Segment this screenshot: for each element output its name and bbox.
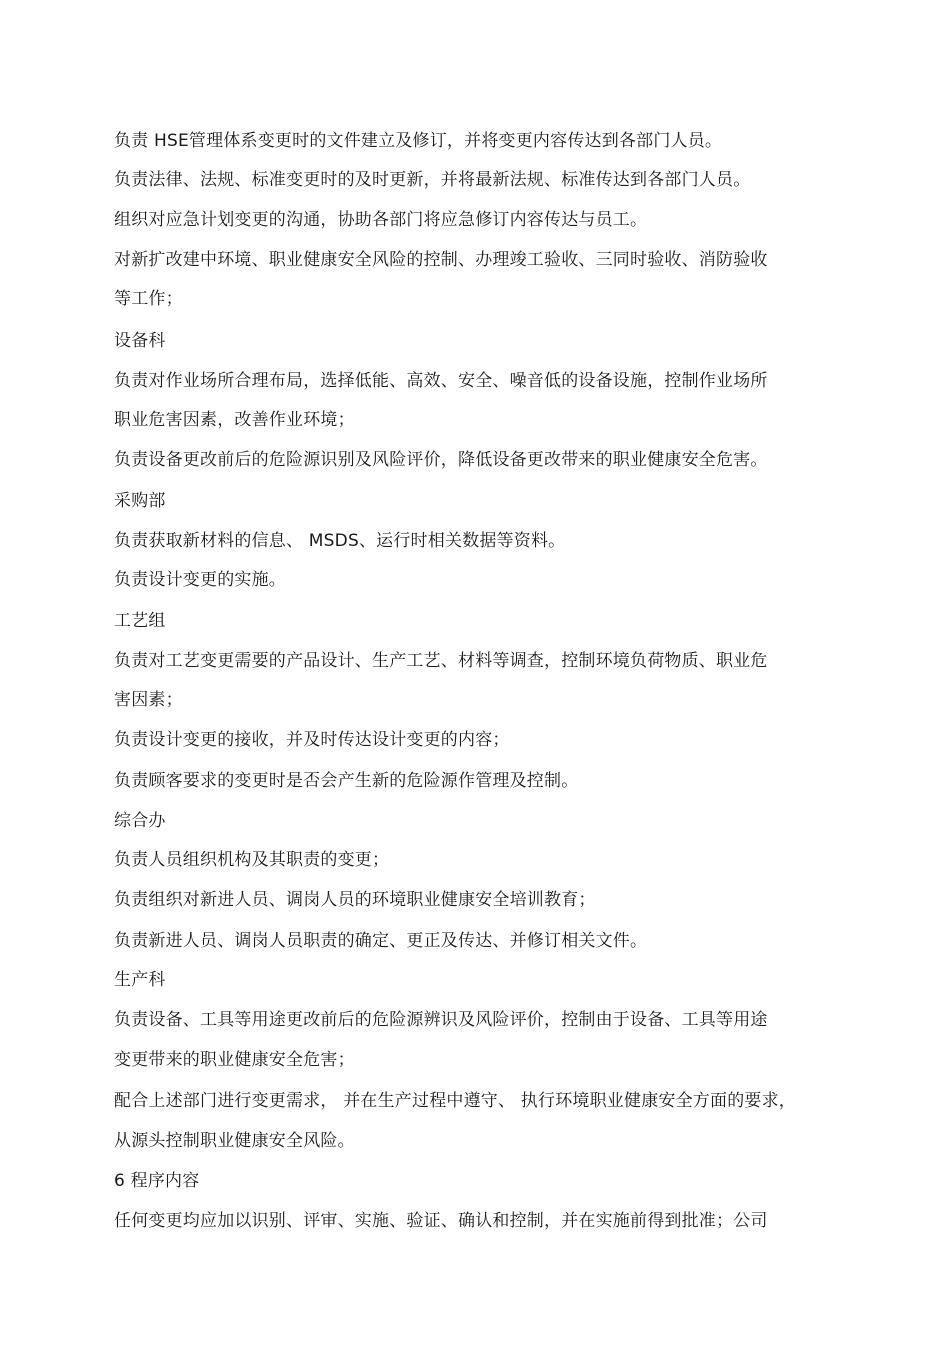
text-line: 任何变更均应加以识别、评审、实施、验证、确认和控制，并在实施前得到批准；公司 [114, 1211, 768, 1231]
text-line: 负责设备、工具等用途更改前后的危险源辨识及风险评价，控制由于设备、工具等用途 [114, 1010, 768, 1030]
text-line: 负责 HSE管理体系变更时的文件建立及修订，并将变更内容传达到各部门人员。 [114, 131, 723, 151]
text-line: 害因素； [114, 690, 183, 710]
section-heading-process: 工艺组 [114, 611, 166, 631]
section-heading-general-office: 综合办 [114, 811, 166, 831]
text-line: 负责设计变更的接收，并及时传达设计变更的内容； [114, 730, 510, 750]
text-line: 负责组织对新进人员、调岗人员的环境职业健康安全培训教育； [114, 890, 596, 910]
text-line: 等工作； [114, 289, 183, 309]
text-line: 负责对作业场所合理布局，选择低能、高效、安全、噪音低的设备设施，控制作业场所 [114, 371, 768, 391]
text-line: 配合上述部门进行变更需求， 并在生产过程中遵守、 执行环境职业健康安全方面的要求， [114, 1091, 797, 1111]
text-line: 负责法律、法规、标准变更时的及时更新，并将最新法规、标准传达到各部门人员。 [114, 170, 751, 190]
text-line: 变更带来的职业健康安全危害； [114, 1050, 355, 1070]
text-line: 负责设计变更的实施。 [114, 570, 286, 590]
section-heading-procedure: 6 程序内容 [114, 1171, 200, 1191]
text-line: 负责对工艺变更需要的产品设计、生产工艺、材料等调查，控制环境负荷物质、职业危 [114, 651, 768, 671]
section-heading-production: 生产科 [114, 970, 166, 990]
text-line: 负责新进人员、调岗人员职责的确定、更正及传达、并修订相关文件。 [114, 931, 648, 951]
text-line: 组织对应急计划变更的沟通，协助各部门将应急修订内容传达与员工。 [114, 210, 648, 230]
text-line: 职业危害因素，改善作业环境； [114, 410, 355, 430]
section-heading-purchasing: 采购部 [114, 491, 166, 511]
text-line: 负责获取新材料的信息、 MSDS、运行时相关数据等资料。 [114, 531, 566, 551]
text-line: 负责人员组织机构及其职责的变更； [114, 850, 390, 870]
text-line: 负责顾客要求的变更时是否会产生新的危险源作管理及控制。 [114, 771, 579, 791]
section-heading-equipment: 设备科 [114, 331, 166, 351]
text-line: 对新扩改建中环境、职业健康安全风险的控制、办理竣工验收、三同时验收、消防验收 [114, 250, 768, 270]
text-line: 从源头控制职业健康安全风险。 [114, 1131, 355, 1151]
text-line: 负责设备更改前后的危险源识别及风险评价，降低设备更改带来的职业健康安全危害。 [114, 450, 768, 470]
